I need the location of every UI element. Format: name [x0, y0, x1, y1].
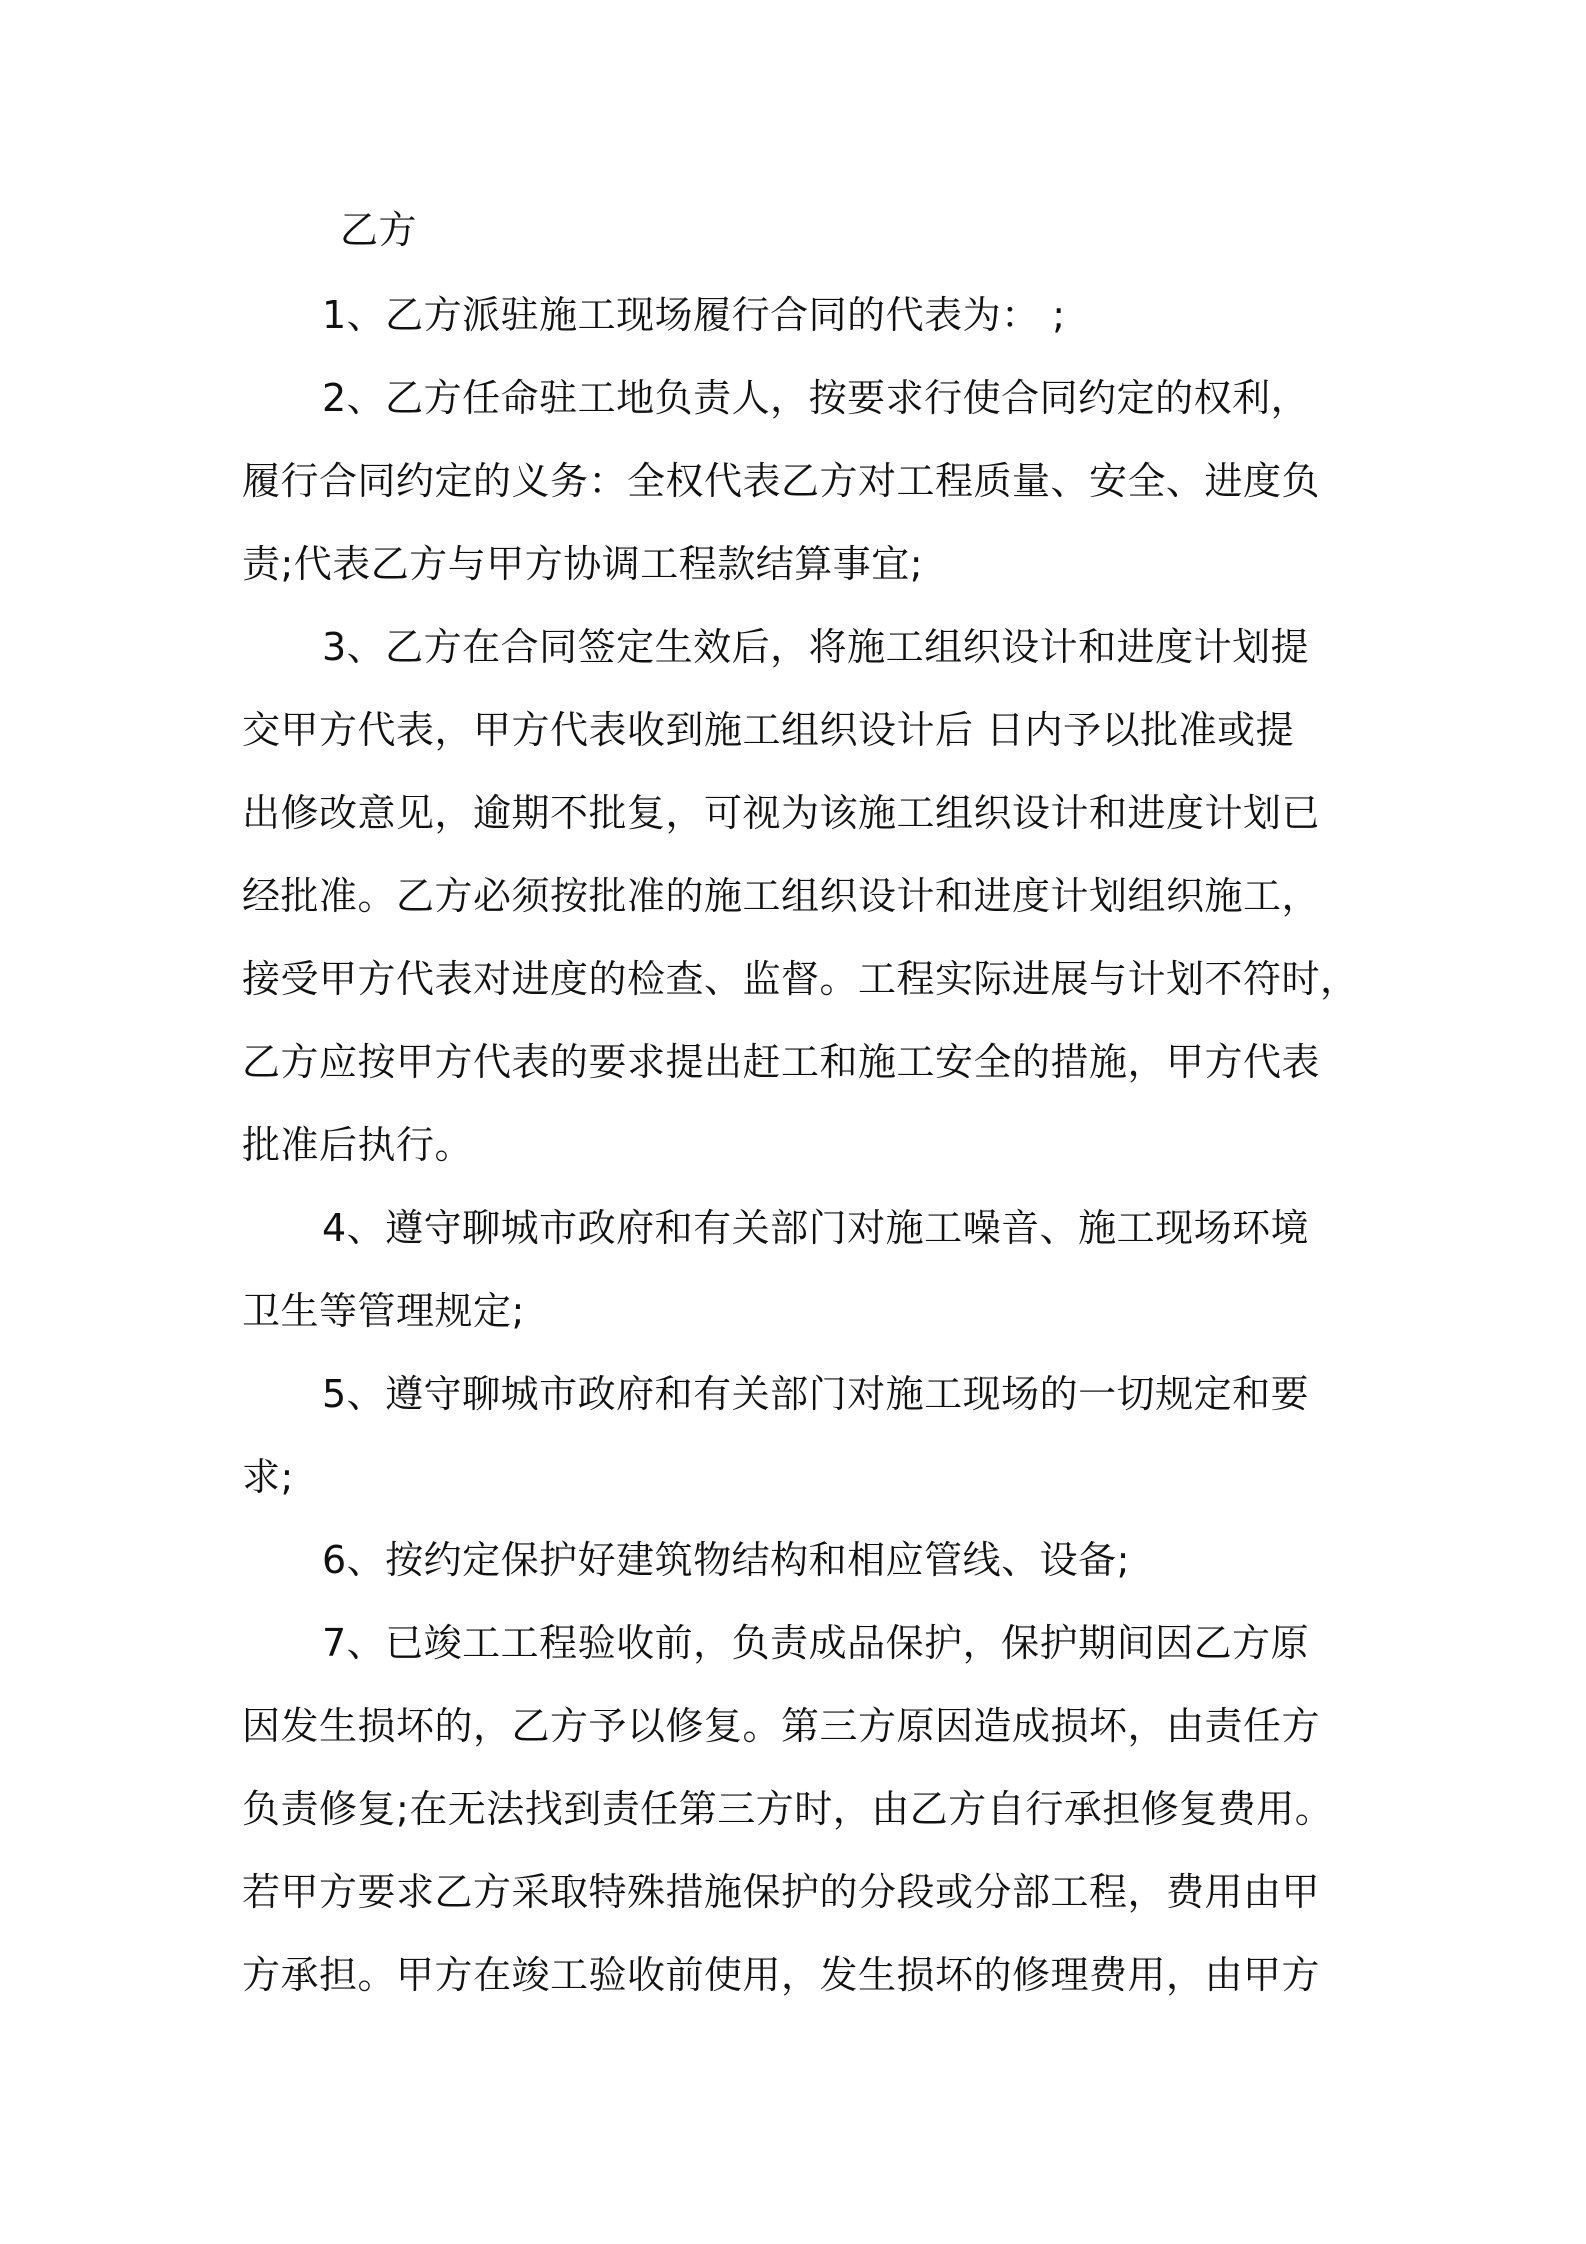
paragraph-line: 经批准。乙方必须按批准的施工组织设计和进度计划组织施工， — [242, 874, 1321, 918]
paragraph-line: 责;代表乙方与甲方协调工程款结算事宜; — [242, 542, 924, 586]
paragraph-line: 方承担。甲方在竣工验收前使用，发生损坏的修理费用，由甲方 — [242, 1953, 1321, 1997]
paragraph-line: 履行合同约定的义务：全权代表乙方对工程质量、安全、进度负 — [242, 459, 1321, 503]
paragraph-line: 4、遵守聊城市政府和有关部门对施工噪音、施工现场环境 — [322, 1206, 1310, 1250]
paragraph-line: 卫生等管理规定; — [242, 1289, 525, 1333]
paragraph-line: 7、已竣工工程验收前，负责成品保护，保护期间因乙方原 — [322, 1621, 1310, 1665]
paragraph-line: 6、按约定保护好建筑物结构和相应管线、设备; — [322, 1538, 1130, 1582]
paragraph-line: 批准后执行。 — [242, 1123, 474, 1167]
paragraph-line: 1、乙方派驻施工现场履行合同的代表为： ; — [322, 293, 1066, 337]
paragraph-line: 因发生损坏的，乙方予以修复。第三方原因造成损坏，由责任方 — [242, 1704, 1321, 1748]
paragraph-line: 交甲方代表，甲方代表收到施工组织设计后 日内予以批准或提 — [242, 708, 1295, 752]
paragraph-line: 出修改意见，逾期不批复，可视为该施工组织设计和进度计划已 — [242, 791, 1321, 835]
paragraph-line: 5、遵守聊城市政府和有关部门对施工现场的一切规定和要 — [322, 1372, 1310, 1416]
paragraph-line: 负责修复;在无法找到责任第三方时，由乙方自行承担修复费用。 — [242, 1787, 1334, 1831]
paragraph-line: 3、乙方在合同签定生效后，将施工组织设计和进度计划提 — [322, 625, 1310, 669]
section-heading: 乙方 — [340, 208, 418, 252]
paragraph-line: 求; — [242, 1455, 294, 1499]
paragraph-line: 接受甲方代表对进度的检查、监督。工程实际进展与计划不符时， — [242, 957, 1359, 1001]
paragraph-line: 若甲方要求乙方采取特殊措施保护的分段或分部工程，费用由甲 — [242, 1870, 1321, 1914]
paragraph-line: 2、乙方任命驻工地负责人，按要求行使合同约定的权利， — [322, 376, 1310, 420]
paragraph-line: 乙方应按甲方代表的要求提出赶工和施工安全的措施，甲方代表 — [242, 1040, 1321, 1084]
